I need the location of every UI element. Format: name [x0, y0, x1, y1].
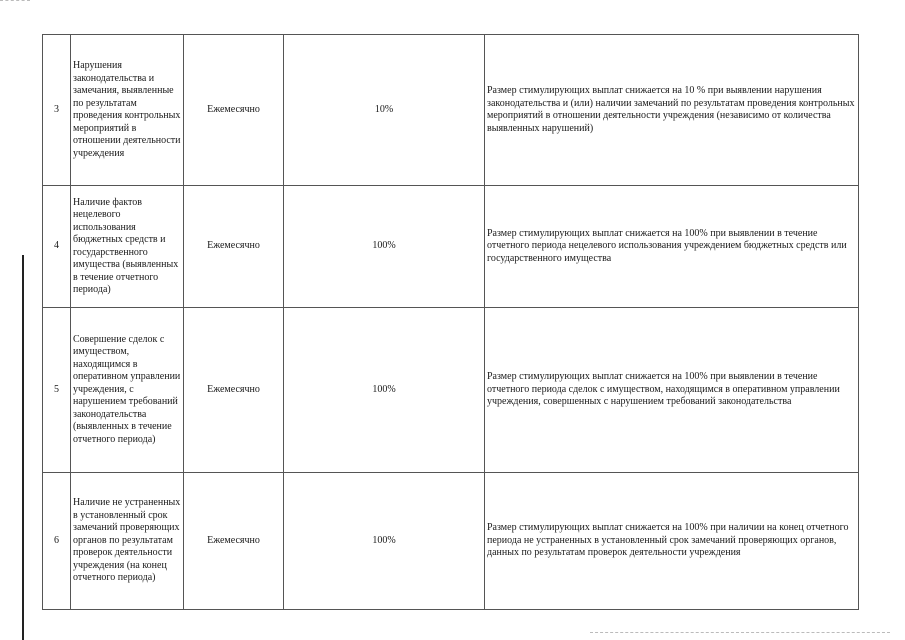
- criteria-table: [42, 34, 859, 610]
- criterion-name: Наличие фактов нецелевого использования бюджетных средств и государственного имущества (выявленных в течение отчетного периода): [71, 186, 184, 308]
- reduction-value: 100%: [284, 473, 485, 610]
- periodicity: Ежемесячно: [184, 35, 284, 186]
- table-row: [43, 308, 859, 473]
- row-number: 6: [43, 473, 71, 610]
- criterion-description: Размер стимулирующих выплат снижается на 100% при выявлении в течение отчетного периода сделок с имуществом, находящимся в оперативном управлении учреждения, совершенных с нарушением требований законодательства: [485, 308, 859, 473]
- table-row: [43, 473, 859, 610]
- criterion-description: Размер стимулирующих выплат снижается на 100% при наличии на конец отчетного периода не устраненных в установленный срок замечаний проверяющих органов, данных по результатам проверок деятельности учреждения: [485, 473, 859, 610]
- scan-artifact-top: [0, 0, 30, 4]
- row-number: 5: [43, 308, 71, 473]
- reduction-value: 100%: [284, 186, 485, 308]
- periodicity: Ежемесячно: [184, 473, 284, 610]
- criterion-name: Нарушения законодательства и замечания, выявленные по результатам проведения контрольных мероприятий в отношении деятельности учреждения: [71, 35, 184, 186]
- reduction-value: 10%: [284, 35, 485, 186]
- periodicity: Ежемесячно: [184, 308, 284, 473]
- criterion-description: Размер стимулирующих выплат снижается на 10 % при выявлении нарушения законодательства и (или) наличии замечаний по результатам проведения контрольных мероприятий в отношении деятельности учреждения (независимо от количества выявленных нарушений): [485, 35, 859, 186]
- table-row: [43, 35, 859, 186]
- table-row: [43, 186, 859, 308]
- criterion-name: Наличие не устраненных в установленный срок замечаний проверяющих органов по результатам проверок деятельности учреждения (на конец отчетного периода): [71, 473, 184, 610]
- reduction-value: 100%: [284, 308, 485, 473]
- row-number: 4: [43, 186, 71, 308]
- row-number: 3: [43, 35, 71, 186]
- criterion-name: Совершение сделок с имуществом, находящимся в оперативном управлении учреждения, с нарушением требований законодательства (выявленных в течение отчетного периода): [71, 308, 184, 473]
- scan-artifact-bottom: [590, 632, 890, 635]
- criterion-description: Размер стимулирующих выплат снижается на 100% при выявлении в течение отчетного периода нецелевого использования учреждением бюджетных средств или государственного имущества: [485, 186, 859, 308]
- periodicity: Ежемесячно: [184, 186, 284, 308]
- scan-margin-line: [22, 255, 24, 640]
